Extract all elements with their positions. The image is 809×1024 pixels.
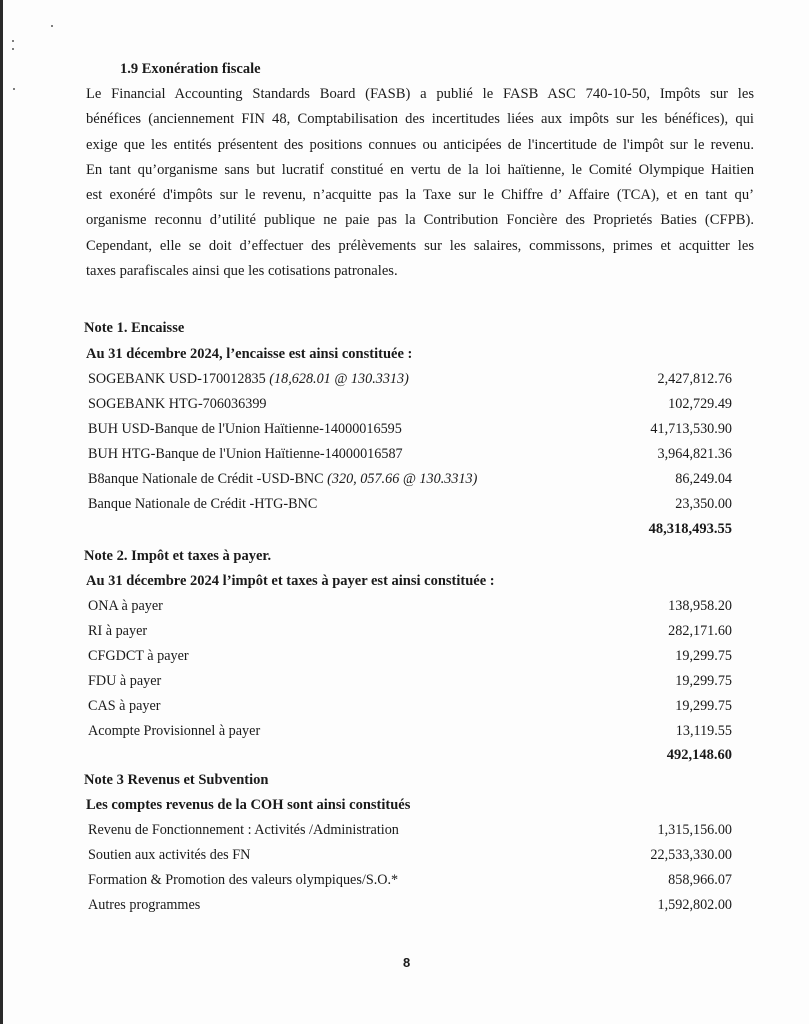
note2-title: Note 2. Impôt et taxes à payer. <box>84 548 272 564</box>
row-label: SOGEBANK HTG-706036399 <box>88 396 267 412</box>
row-label: CAS à payer <box>88 698 161 714</box>
section-title: 1.9 Exonération fiscale <box>120 61 261 77</box>
row-amount: 858,966.07 <box>668 872 732 888</box>
row-label: BUH USD-Banque de l'Union Haïtienne-14000016595 <box>88 421 402 437</box>
paragraph-line: Le Financial Accounting Standards Board (FASB) a publié le FASB ASC 740-10-50, Impôts sur les <box>86 86 754 102</box>
row-amount: 41,713,530.90 <box>650 421 732 437</box>
table-row <box>88 446 732 463</box>
table-row <box>88 623 732 640</box>
note3-subtitle: Les comptes revenus de la COH sont ainsi constitués <box>86 797 411 813</box>
table-row <box>88 847 732 864</box>
table-row <box>88 421 732 438</box>
paragraph-line: Cependant, elle se doit d’effectuer des prélèvements sur les salaires, commissons, primes et acquitter les <box>86 237 754 254</box>
row-label: B8anque Nationale de Crédit -USD-BNC (320, 057.66 @ 130.3313) <box>88 471 478 487</box>
table-row <box>88 371 732 388</box>
table-row <box>88 496 732 513</box>
row-amount: 3,964,821.36 <box>657 446 732 462</box>
row-amount: 22,533,330.00 <box>650 847 732 863</box>
row-amount: 1,315,156.00 <box>657 822 732 838</box>
paragraph-line: organisme reconnu d’utilité publique ne paie pas la Contribution Foncière des Proprietés Baties (CFPB). <box>86 212 754 229</box>
table-row <box>88 598 732 615</box>
row-amount: 2,427,812.76 <box>657 371 732 387</box>
table-row <box>88 396 732 413</box>
scan-speck <box>12 40 14 42</box>
row-label: CFGDCT à payer <box>88 648 189 664</box>
note2-subtitle: Au 31 décembre 2024 l’impôt et taxes à payer est ainsi constituée : <box>86 573 495 589</box>
row-amount: 102,729.49 <box>668 396 732 412</box>
row-label: FDU à payer <box>88 673 162 689</box>
paragraph-line: En tant qu’organisme sans but lucratif constitué en vertu de la loi haïtienne, le Comité Olympique Haitien <box>86 161 754 178</box>
row-label: RI à payer <box>88 623 148 639</box>
row-amount: 19,299.75 <box>675 648 732 664</box>
row-label: Revenu de Fonctionnement : Activités /Administration <box>88 822 399 838</box>
table-row <box>88 822 732 839</box>
row-amount: 19,299.75 <box>675 673 732 689</box>
scan-speck <box>12 48 14 50</box>
exoneration-paragraph <box>86 82 754 284</box>
page-edge <box>0 0 3 1024</box>
table-row <box>88 471 732 488</box>
row-label: Soutien aux activités des FN <box>88 847 251 863</box>
row-amount: 19,299.75 <box>675 698 732 714</box>
row-label: SOGEBANK USD-170012835 (18,628.01 @ 130.3313) <box>88 371 409 387</box>
row-label: ONA à payer <box>88 598 163 614</box>
note3-title: Note 3 Revenus et Subvention <box>84 772 269 788</box>
row-label: Autres programmes <box>88 897 201 913</box>
table-row <box>88 648 732 665</box>
table-row <box>88 673 732 690</box>
row-amount: 138,958.20 <box>668 598 732 614</box>
paragraph-line: est exonéré d'impôts sur le revenu, n’acquitte pas la Taxe sur le Chiffre d’ Affaire (TCA), et en tant qu’ <box>86 187 754 204</box>
paragraph-line: exige que les entités présentent des positions connues ou anticipées de l'incertitude de l'impôt sur le revenu. <box>86 136 754 153</box>
table-row <box>88 872 732 889</box>
scan-speck <box>13 88 15 90</box>
row-label: Formation & Promotion des valeurs olympiques/S.O.* <box>88 872 399 888</box>
note2-total: 492,148.60 <box>666 747 732 763</box>
note1-subtitle: Au 31 décembre 2024, l’encaisse est ainsi constituée : <box>86 346 413 362</box>
row-amount: 1,592,802.00 <box>657 897 732 913</box>
note1-total: 48,318,493.55 <box>648 521 732 537</box>
row-amount: 86,249.04 <box>675 471 732 487</box>
paragraph-line: taxes parafiscales ainsi que les cotisations patronales. <box>86 263 398 280</box>
page-number: 8 <box>403 955 411 970</box>
table-row <box>88 723 732 740</box>
row-label: BUH HTG-Banque de l'Union Haïtienne-14000016587 <box>88 446 403 462</box>
note1-title: Note 1. Encaisse <box>84 320 185 336</box>
table-row <box>88 698 732 715</box>
paragraph-line: bénéfices (anciennement FIN 48, Comptabilisation des incertitudes liées aux impôts sur les bénéfices), qui <box>86 111 754 128</box>
row-label: Banque Nationale de Crédit -HTG-BNC <box>88 496 318 512</box>
row-amount: 13,119.55 <box>675 723 732 739</box>
table-row <box>88 897 732 914</box>
scan-speck <box>51 25 53 27</box>
row-label: Acompte Provisionnel à payer <box>88 723 261 739</box>
row-amount: 282,171.60 <box>668 623 732 639</box>
row-amount: 23,350.00 <box>675 496 732 512</box>
